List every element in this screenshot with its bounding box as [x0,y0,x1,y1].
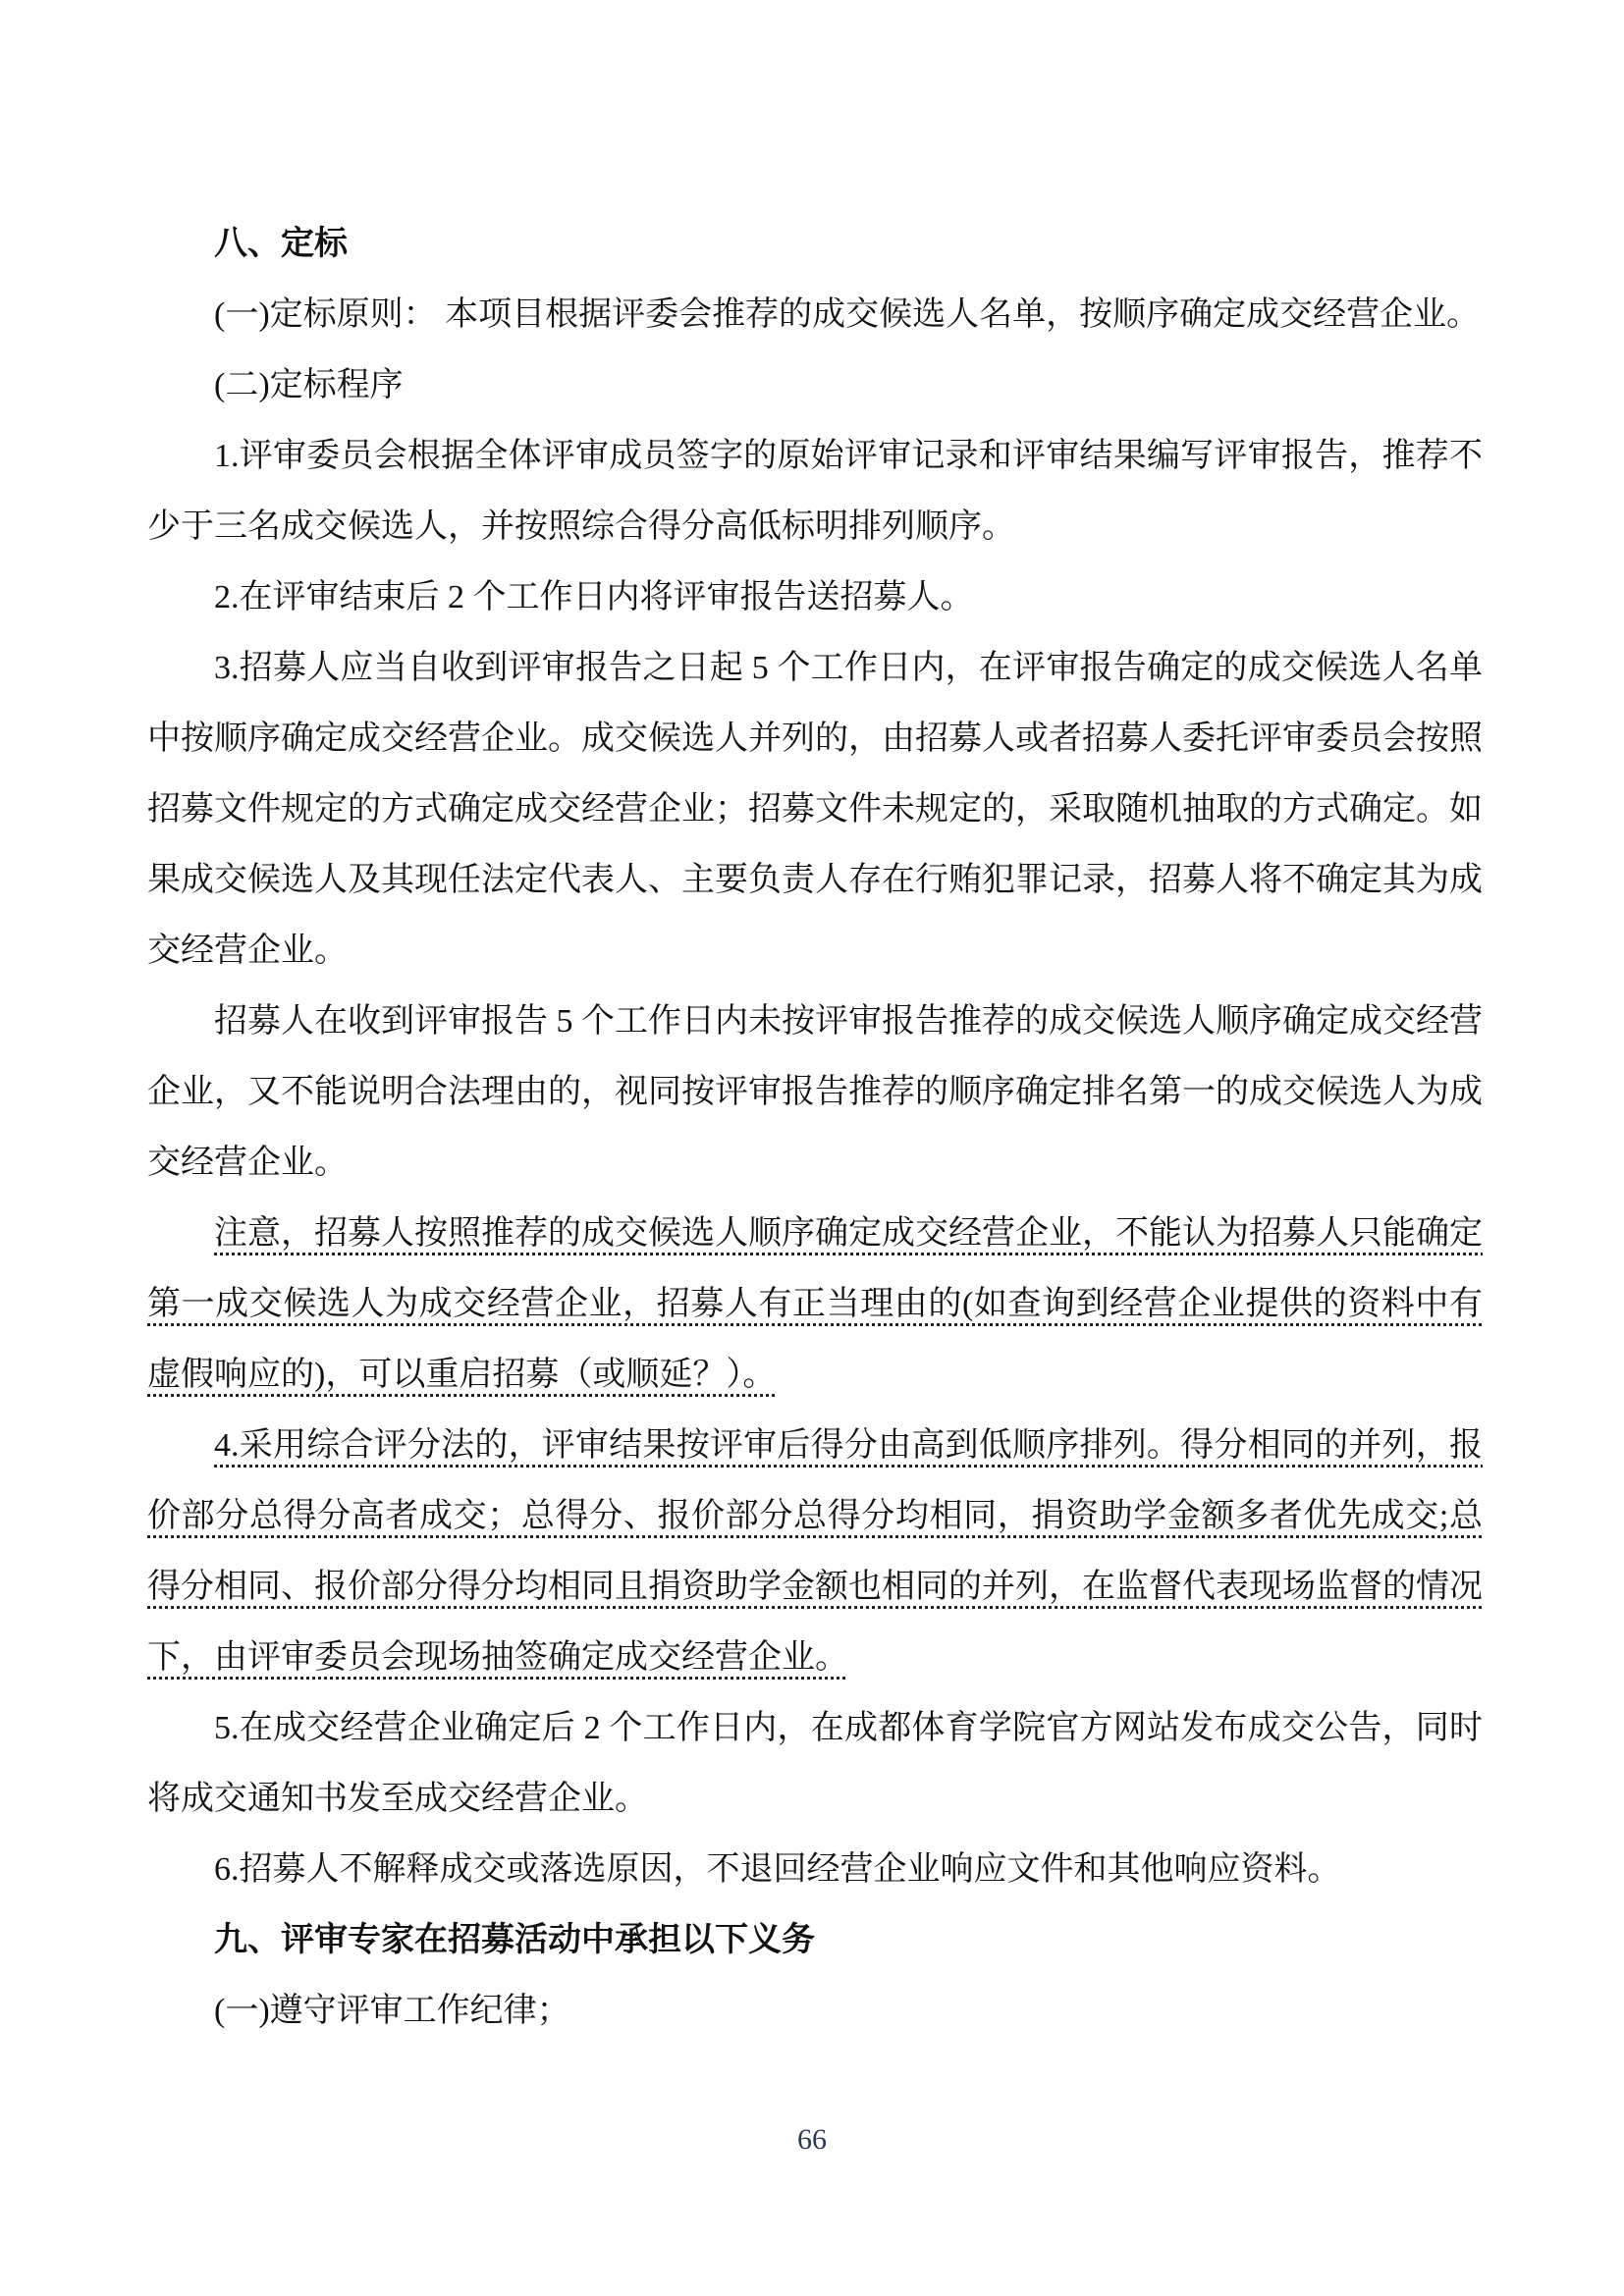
paragraph: (一)遵守评审工作纪律； [214,1993,570,2029]
page-footer [0,2123,1624,2157]
section-heading: 八、定标 [214,226,348,262]
paragraph: (一)定标原则： 本项目根据评委会推荐的成交候选人名单，按顺序确定成交经营企业。 [214,296,1481,333]
paragraph: 1.评审委员会根据全体评审成员签字的原始评审记录和评审结果编写评审报告，推荐不少于三名成交候选人，并按照综合得分高低标明排列顺序。 [147,438,1483,545]
paragraph: 3.招募人应当自收到评审报告之日起 5 个工作日内，在评审报告确定的成交候选人名单中按顺序确定成交经营企业。成交候选人并列的，由招募人或者招募人委托评审委员会按照招募文件规定的方式确定成交经营企业；招募文件未规定的，采取随机抽取的方式确定。如果成交候选人及其现任法定代表人、主要负责人存在行贿犯罪记录，招募人将不确定其为成交经营企业。 [147,650,1483,969]
paragraph: 6.招募人不解释成交或落选原因，不退回经营企业响应文件和其他响应资料。 [214,1851,1341,1888]
paragraph: 4.采用综合评分法的，评审结果按评审后得分由高到低顺序排列。得分相同的并列，报价部分总得分高者成交；总得分、报价部分总得分均相同，捐资助学金额多者优先成交;总得分相同、报价部分得分均相同且捐资助学金额也相同的并列，在监督代表现场监督的情况下，由评审委员会现场抽签确定成交经营企业。 [147,1427,1483,1676]
paragraph: 5.在成交经营企业确定后 2 个工作日内，在成都体育学院官方网站发布成交公告，同时将成交通知书发至成交经营企业。 [147,1710,1483,1817]
paragraph: 2.在评审结束后 2 个工作日内将评审报告送招募人。 [214,579,974,615]
section-heading: 九、评审专家在招募活动中承担以下义务 [214,1922,815,1958]
paragraph: 注意，招募人按照推荐的成交候选人顺序确定成交经营企业，不能认为招募人只能确定第一成交候选人为成交经营企业，招募人有正当理由的(如查询到经营企业提供的资料中有虚假响应的)，可以重启招募（或顺延？）。 [147,1215,1483,1393]
paragraph: 招募人在收到评审报告 5 个工作日内未按评审报告推荐的成交候选人顺序确定成交经营企业，又不能说明合法理由的，视同按评审报告推荐的顺序确定排名第一的成交候选人为成交经营企业。 [147,1003,1483,1181]
paragraph: (二)定标程序 [214,367,404,403]
document-content [147,209,1483,2047]
page-number: 66 [797,2123,827,2156]
